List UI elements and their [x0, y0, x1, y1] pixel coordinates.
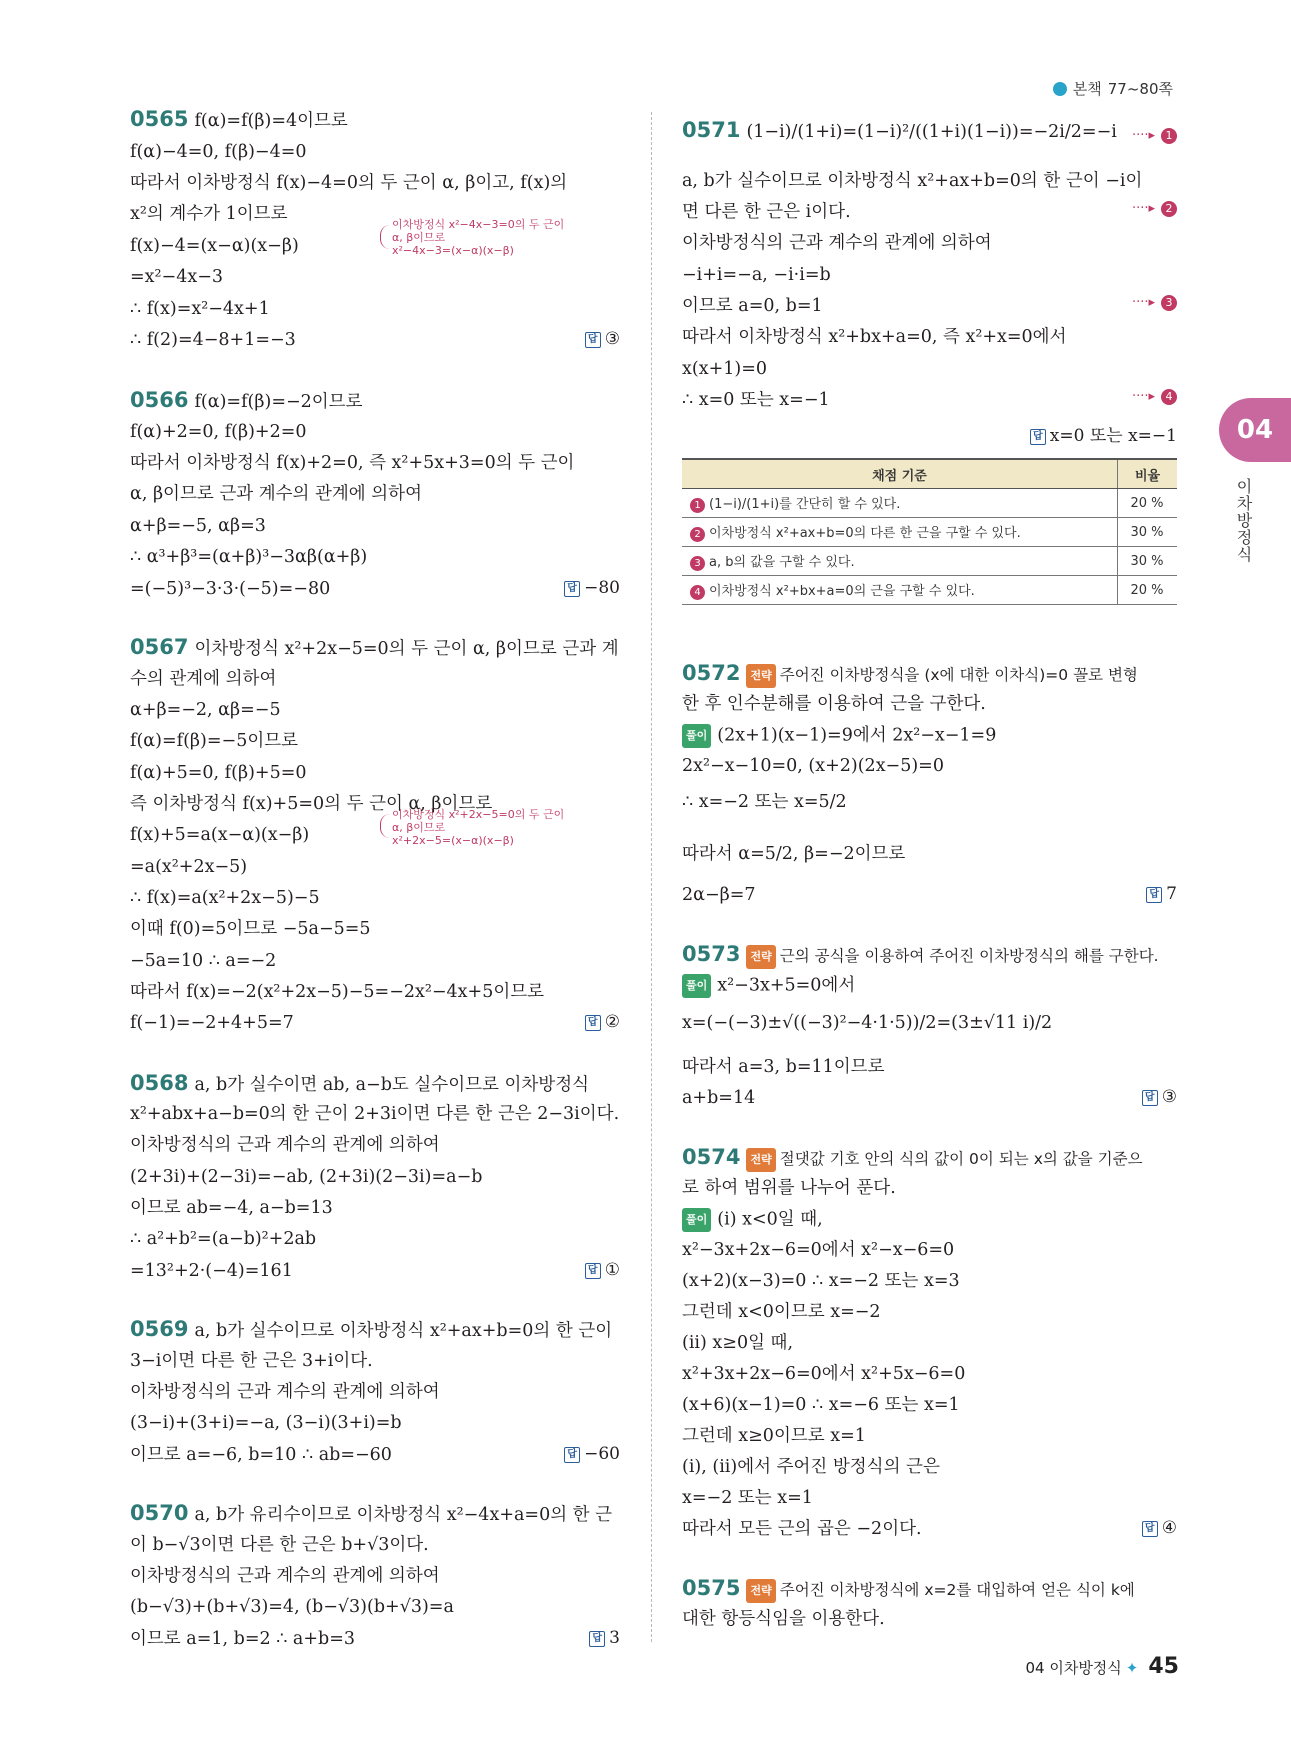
answer-value: ③ — [604, 329, 620, 349]
right-line — [682, 389, 830, 411]
right-line — [682, 1456, 940, 1478]
left-line — [130, 1596, 454, 1618]
answer-value: ④ — [1161, 1518, 1177, 1538]
line-text: 이차방정식의 근과 계수의 관계에 의하여 — [130, 1382, 440, 1402]
answer-value: ③ — [1161, 1087, 1177, 1107]
line-text: 즉 이차방정식 f(x)+5=0의 두 근이 α, β이므로 — [130, 794, 493, 814]
answer-mark — [585, 1012, 620, 1032]
answer-mark — [564, 578, 620, 598]
chapter-tab-label: 이차방정식 — [1234, 478, 1253, 563]
answer-icon: 답 — [585, 1263, 601, 1279]
answer-mark — [564, 1444, 620, 1464]
right-line — [682, 119, 1117, 143]
right-line — [682, 358, 767, 380]
strategy-badge: 전략 — [746, 1579, 775, 1603]
right-line — [682, 1577, 1135, 1603]
left-line — [130, 1166, 482, 1188]
left-line — [130, 1628, 355, 1650]
problem-number: 0566 — [130, 388, 189, 412]
score-criteria-text: (1−i)/(1+i)를 간단히 할 수 있다. — [709, 497, 901, 512]
line-text: 3−i이면 다른 한 근은 3+i이다. — [130, 1351, 373, 1371]
line-text: 로 하여 범위를 나누어 푼다. — [682, 1178, 896, 1198]
answer-value: 7 — [1166, 884, 1177, 904]
line-text: (x+6)(x−1)=0 ∴ x=−6 또는 x=1 — [682, 1395, 960, 1415]
line-text: ∴ α³+β³=(α+β)³−3αβ(α+β) — [130, 547, 368, 567]
score-header-ratio: 비율 — [1118, 459, 1178, 489]
line-text: (2+3i)+(2−3i)=−ab, (2+3i)(2−3i)=a−b — [130, 1167, 483, 1187]
answer-icon: 답 — [1142, 1521, 1158, 1537]
step-marker: ····▸ 4 — [1132, 389, 1177, 405]
line-text: ∴ a²+b²=(a−b)²+2ab — [130, 1229, 317, 1249]
left-line — [130, 266, 223, 288]
left-line — [130, 452, 574, 474]
right-line — [682, 791, 847, 813]
step-number: 4 — [1161, 389, 1177, 405]
problem-number: 0565 — [130, 107, 189, 131]
left-line — [130, 578, 330, 600]
note-arc-0567 — [380, 814, 391, 838]
line-text: x=−2 또는 x=1 — [682, 1488, 813, 1508]
left-line — [130, 668, 276, 690]
answer-mark — [1146, 884, 1177, 904]
score-step-number: 2 — [690, 527, 705, 542]
right-line — [682, 170, 1142, 192]
step-number: 2 — [1161, 201, 1177, 217]
right-line — [682, 1087, 755, 1109]
left-line — [130, 1103, 619, 1125]
line-text: 따라서 모든 근의 곱은 −2이다. — [682, 1519, 922, 1539]
line-text: x²−3x+5=0에서 — [717, 975, 856, 996]
line-text: α+β=−2, αβ=−5 — [130, 700, 281, 720]
line-text: 그런데 x<0이므로 x=−2 — [682, 1302, 881, 1322]
line-text: 이차방정식의 근과 계수의 관계에 의하여 — [130, 1135, 440, 1155]
score-row — [682, 576, 1177, 605]
line-text: a, b가 실수이므로 이차방정식 x²+ax+b=0의 한 근이 — [194, 1321, 613, 1341]
left-line — [130, 1350, 373, 1372]
right-line — [682, 724, 996, 748]
line-text: 이므로 a=−6, b=10 ∴ ab=−60 — [130, 1445, 392, 1465]
line-text: ∴ f(x)=a(x²+2x−5)−5 — [130, 888, 320, 908]
score-ratio: 30 % — [1118, 547, 1178, 576]
line-text: 이므로 a=0, b=1 — [682, 296, 823, 316]
line-text: (1−i)/(1+i)=(1−i)²/((1+i)(1−i))=−2i/2=−i — [746, 122, 1117, 142]
reference-label — [1053, 78, 1173, 99]
line-text: α, β이므로 근과 계수의 관계에 의하여 — [130, 484, 422, 504]
left-line — [130, 1534, 429, 1556]
right-line — [682, 1332, 793, 1354]
right-line — [682, 943, 1159, 969]
line-text: 이차방정식의 근과 계수의 관계에 의하여 — [130, 1566, 440, 1586]
step-number: 3 — [1161, 295, 1177, 311]
right-line — [682, 1301, 881, 1323]
right-line — [682, 884, 756, 906]
line-text: x²의 계수가 1이므로 — [130, 204, 288, 224]
note-arc-0565 — [380, 225, 391, 249]
step-marker: ····▸ 3 — [1132, 295, 1177, 311]
answer-mark — [1142, 1087, 1177, 1107]
step-number: 1 — [1161, 128, 1177, 144]
problem-number: 0572 — [682, 661, 741, 685]
left-line — [130, 1412, 402, 1434]
problem-number: 0574 — [682, 1145, 741, 1169]
line-text: f(α)+2=0, f(β)+2=0 — [130, 422, 307, 442]
line-text: 따라서 α=5/2, β=−2이므로 — [682, 844, 906, 864]
right-line — [682, 1363, 965, 1385]
line-text: x=(−(−3)±√((−3)²−4·1·5))/2=(3±√11 i)/2 — [682, 1013, 1053, 1033]
left-line — [130, 203, 287, 225]
left-line — [130, 1197, 333, 1219]
line-text: f(−1)=−2+4+5=7 — [130, 1013, 294, 1033]
score-row — [682, 518, 1177, 547]
line-text: x(x+1)=0 — [682, 359, 767, 379]
left-line — [130, 856, 247, 878]
line-text: (ii) x≥0일 때, — [682, 1333, 794, 1353]
left-line — [130, 1444, 392, 1466]
answer-value: −60 — [584, 1444, 620, 1464]
line-text: a, b가 실수이므로 이차방정식 x²+ax+b=0의 한 근이 −i이 — [682, 171, 1143, 191]
line-text: 2α−β=7 — [682, 885, 756, 905]
left-line — [130, 1318, 612, 1342]
right-line — [682, 1146, 1143, 1172]
line-text: 따라서 a=3, b=11이므로 — [682, 1057, 885, 1077]
score-step-number: 4 — [690, 585, 705, 600]
line-text: 주어진 이차방정식을 (x에 대한 이차식)=0 꼴로 변형 — [779, 666, 1138, 684]
page-footer — [1025, 1654, 1179, 1679]
left-line — [130, 950, 276, 972]
line-text: 한 후 인수분해를 이용하여 근을 구한다. — [682, 694, 986, 714]
right-line — [682, 326, 1067, 348]
left-line — [130, 1072, 589, 1096]
left-line — [130, 1381, 440, 1403]
line-text: x²+3x+2x−6=0에서 x²+5x−6=0 — [682, 1364, 966, 1384]
line-text: ∴ f(2)=4−8+1=−3 — [130, 330, 296, 350]
line-text: =a(x²+2x−5) — [130, 857, 248, 877]
line-text: 수의 관계에 의하여 — [130, 669, 277, 689]
right-line — [682, 1012, 1052, 1034]
problem-number: 0569 — [130, 1317, 189, 1341]
problem-number: 0571 — [682, 118, 741, 142]
answer-icon: 답 — [1146, 887, 1162, 903]
line-text: =x²−4x−3 — [130, 267, 224, 287]
left-line — [130, 1012, 294, 1034]
line-text: 이차방정식의 근과 계수의 관계에 의하여 — [682, 233, 992, 253]
right-line — [682, 201, 851, 223]
reference-book: 본책 — [1072, 80, 1102, 98]
line-text: a, b가 유리수이므로 이차방정식 x²−4x+a=0의 한 근 — [194, 1505, 613, 1525]
problem-number: 0575 — [682, 1576, 741, 1600]
line-text: 2x²−x−10=0, (x+2)(2x−5)=0 — [682, 756, 944, 776]
answer-icon: 답 — [585, 1015, 601, 1031]
star-icon: ✦ — [1125, 1659, 1139, 1677]
left-line — [130, 329, 296, 351]
left-line — [130, 389, 363, 413]
line-text: 이때 f(0)=5이므로 −5a−5=5 — [130, 919, 371, 939]
score-criteria — [682, 547, 1118, 576]
answer-icon: 답 — [1142, 1090, 1158, 1106]
left-line — [130, 793, 492, 815]
line-text: 대한 항등식임을 이용한다. — [682, 1609, 885, 1629]
line-text: a, b가 실수이면 ab, a−b도 실수이므로 이차방정식 — [194, 1075, 590, 1095]
left-line — [130, 887, 320, 909]
answer-mark — [1142, 1518, 1177, 1538]
answer-icon: 답 — [1030, 429, 1046, 445]
line-text: 따라서 이차방정식 x²+bx+a=0, 즉 x²+x=0에서 — [682, 327, 1067, 347]
right-line — [682, 295, 823, 317]
score-criteria-text: 이차방정식 x²+ax+b=0의 다른 한 근을 구할 수 있다. — [709, 526, 1021, 541]
line-text: −i+i=−a, −i·i=b — [682, 265, 831, 285]
left-line — [130, 172, 567, 194]
right-line — [682, 1518, 922, 1540]
line-text: −5a=10 ∴ a=−2 — [130, 951, 277, 971]
line-text: 이 b−√3이면 다른 한 근은 b+√3이다. — [130, 1535, 429, 1555]
page-number: 45 — [1148, 1654, 1179, 1679]
score-criteria — [682, 576, 1118, 605]
strategy-badge: 전략 — [746, 1148, 775, 1172]
line-text: 따라서 f(x)=−2(x²+2x−5)−5=−2x²−4x+5이므로 — [130, 982, 545, 1002]
left-line — [130, 981, 544, 1003]
right-line — [682, 1270, 960, 1292]
reference-pages: 77~80쪽 — [1107, 80, 1173, 98]
note-line: 이차방정식 x²−4x−3=0의 두 근이 — [392, 218, 565, 231]
score-ratio: 30 % — [1118, 518, 1178, 547]
answer-icon: 답 — [564, 581, 580, 597]
left-line — [130, 1228, 316, 1250]
problem-number: 0568 — [130, 1071, 189, 1095]
score-criteria-text: 이차방정식 x²+bx+a=0의 근을 구할 수 있다. — [709, 584, 975, 599]
score-criteria-text: a, b의 값을 구할 수 있다. — [709, 555, 855, 570]
line-text: α+β=−5, αβ=3 — [130, 516, 266, 536]
solution-badge: 풀이 — [682, 974, 711, 998]
line-text: a+b=14 — [682, 1088, 756, 1108]
left-line — [130, 483, 422, 505]
strategy-badge: 전략 — [746, 945, 775, 969]
line-text: f(α)=f(β)=−2이므로 — [194, 392, 363, 412]
answer-mark — [585, 329, 620, 349]
line-text: f(α)−4=0, f(β)−4=0 — [130, 142, 307, 162]
line-text: ∴ f(x)=x²−4x+1 — [130, 299, 270, 319]
footer-chapter: 04 이차방정식 — [1025, 1659, 1122, 1677]
answer-value: −80 — [584, 578, 620, 598]
left-line — [130, 546, 367, 568]
answer-0571: 답 x=0 또는 x=−1 — [1030, 421, 1177, 446]
right-line — [682, 1487, 813, 1509]
left-line — [130, 699, 281, 721]
chapter-tab[interactable] — [1219, 398, 1291, 462]
line-text: (x+2)(x−3)=0 ∴ x=−2 또는 x=3 — [682, 1271, 960, 1291]
line-text: f(x)+5=a(x−α)(x−β) — [130, 825, 310, 845]
left-line — [130, 1502, 612, 1526]
answer-value: ② — [604, 1012, 620, 1032]
note-line: 이차방정식 x²+2x−5=0의 두 근이 — [392, 808, 565, 821]
line-text: f(α)=f(β)=4이므로 — [194, 111, 348, 131]
note-line: α, β이므로 — [392, 231, 446, 244]
line-text: x²−3x+2x−6=0에서 x²−x−6=0 — [682, 1240, 955, 1260]
score-step-number: 1 — [690, 498, 705, 513]
answer-mark — [589, 1628, 620, 1648]
problem-number: 0573 — [682, 942, 741, 966]
left-line — [130, 515, 266, 537]
score-ratio: 20 % — [1118, 576, 1178, 605]
problem-number: 0570 — [130, 1501, 189, 1525]
answer-value: ① — [604, 1260, 620, 1280]
score-criteria — [682, 489, 1118, 518]
line-text: 이므로 ab=−4, a−b=13 — [130, 1198, 333, 1218]
right-line — [682, 232, 992, 254]
note-line: α, β이므로 — [392, 821, 446, 834]
line-text: (i) x<0일 때, — [717, 1209, 823, 1230]
line-text: ∴ x=−2 또는 x=5/2 — [682, 792, 847, 812]
answer-value: 3 — [609, 1628, 620, 1648]
right-line — [682, 1177, 896, 1199]
left-line — [130, 730, 298, 752]
score-step-number: 3 — [690, 556, 705, 571]
line-text: =13²+2·(−4)=161 — [130, 1261, 293, 1281]
step-marker: ····▸ 2 — [1132, 201, 1177, 217]
line-text: ∴ x=0 또는 x=−1 — [682, 390, 830, 410]
line-text: (b−√3)+(b+√3)=4, (b−√3)(b+√3)=a — [130, 1597, 454, 1617]
left-line — [130, 1260, 293, 1282]
left-line — [130, 636, 619, 660]
line-text: x²+abx+a−b=0의 한 근이 2+3i이면 다른 한 근은 2−3i이다. — [130, 1104, 620, 1124]
line-text: 따라서 이차방정식 f(x)+2=0, 즉 x²+5x+3=0의 두 근이 — [130, 453, 575, 473]
problem-number: 0567 — [130, 635, 189, 659]
side-note-0565 — [392, 218, 564, 257]
strategy-badge: 전략 — [746, 664, 775, 688]
note-line: x²+2x−5=(x−α)(x−β) — [392, 834, 514, 847]
right-line — [682, 1608, 885, 1630]
left-line — [130, 298, 270, 320]
left-line — [130, 824, 309, 846]
right-line — [682, 693, 986, 715]
reference-dot-icon — [1053, 82, 1067, 96]
scoring-table — [682, 458, 1177, 605]
score-row — [682, 489, 1177, 518]
right-line — [682, 662, 1138, 688]
line-text: 그런데 x≥0이므로 x=1 — [682, 1426, 866, 1446]
answer-icon: 답 — [585, 332, 601, 348]
score-row — [682, 547, 1177, 576]
left-line — [130, 1134, 440, 1156]
solution-badge: 풀이 — [682, 724, 711, 748]
line-text: 이므로 a=1, b=2 ∴ a+b=3 — [130, 1629, 355, 1649]
left-line — [130, 141, 307, 163]
column-divider — [651, 112, 652, 1642]
answer-icon: 답 — [564, 1447, 580, 1463]
right-line — [682, 843, 905, 865]
line-text: (3−i)+(3+i)=−a, (3−i)(3+i)=b — [130, 1413, 402, 1433]
score-header-criteria: 채점 기준 — [682, 459, 1118, 489]
right-line — [682, 974, 855, 998]
answer-icon: 답 — [589, 1631, 605, 1647]
line-text: f(α)+5=0, f(β)+5=0 — [130, 763, 307, 783]
right-line — [682, 1394, 960, 1416]
step-marker: ····▸ 1 — [1132, 128, 1177, 144]
line-text: 이차방정식 x²+2x−5=0의 두 근이 α, β이므로 근과 계 — [194, 639, 619, 659]
right-line — [682, 1239, 954, 1261]
left-line — [130, 762, 307, 784]
left-line — [130, 1565, 440, 1587]
line-text: 주어진 이차방정식에 x=2를 대입하여 얻은 식이 k에 — [779, 1581, 1135, 1599]
left-line — [130, 235, 299, 257]
right-line — [682, 1056, 884, 1078]
chapter-tab-number: 04 — [1236, 415, 1274, 445]
line-text: =(−5)³−3·3·(−5)=−80 — [130, 579, 331, 599]
line-text: 근의 공식을 이용하여 주어진 이차방정식의 해를 구한다. — [779, 947, 1159, 965]
note-line: x²−4x−3=(x−α)(x−β) — [392, 244, 514, 257]
line-text: 절댓값 기호 안의 식의 값이 0이 되는 x의 값을 기준으 — [779, 1150, 1143, 1168]
left-line — [130, 108, 348, 132]
line-text: f(x)−4=(x−α)(x−β) — [130, 236, 299, 256]
left-line — [130, 421, 307, 443]
line-text: (i), (ii)에서 주어진 방정식의 근은 — [682, 1457, 940, 1477]
score-ratio: 20 % — [1118, 489, 1178, 518]
line-text: (2x+1)(x−1)=9에서 2x²−x−1=9 — [717, 725, 997, 746]
line-text: 면 다른 한 근은 i이다. — [682, 202, 851, 222]
left-line — [130, 918, 371, 940]
answer-mark — [585, 1260, 620, 1280]
right-line — [682, 1208, 823, 1232]
score-criteria — [682, 518, 1118, 547]
line-text: f(α)=f(β)=−5이므로 — [130, 731, 299, 751]
right-line — [682, 264, 831, 286]
solution-badge: 풀이 — [682, 1208, 711, 1232]
line-text: 따라서 이차방정식 f(x)−4=0의 두 근이 α, β이고, f(x)의 — [130, 173, 568, 193]
right-line — [682, 755, 944, 777]
right-line — [682, 1425, 866, 1447]
